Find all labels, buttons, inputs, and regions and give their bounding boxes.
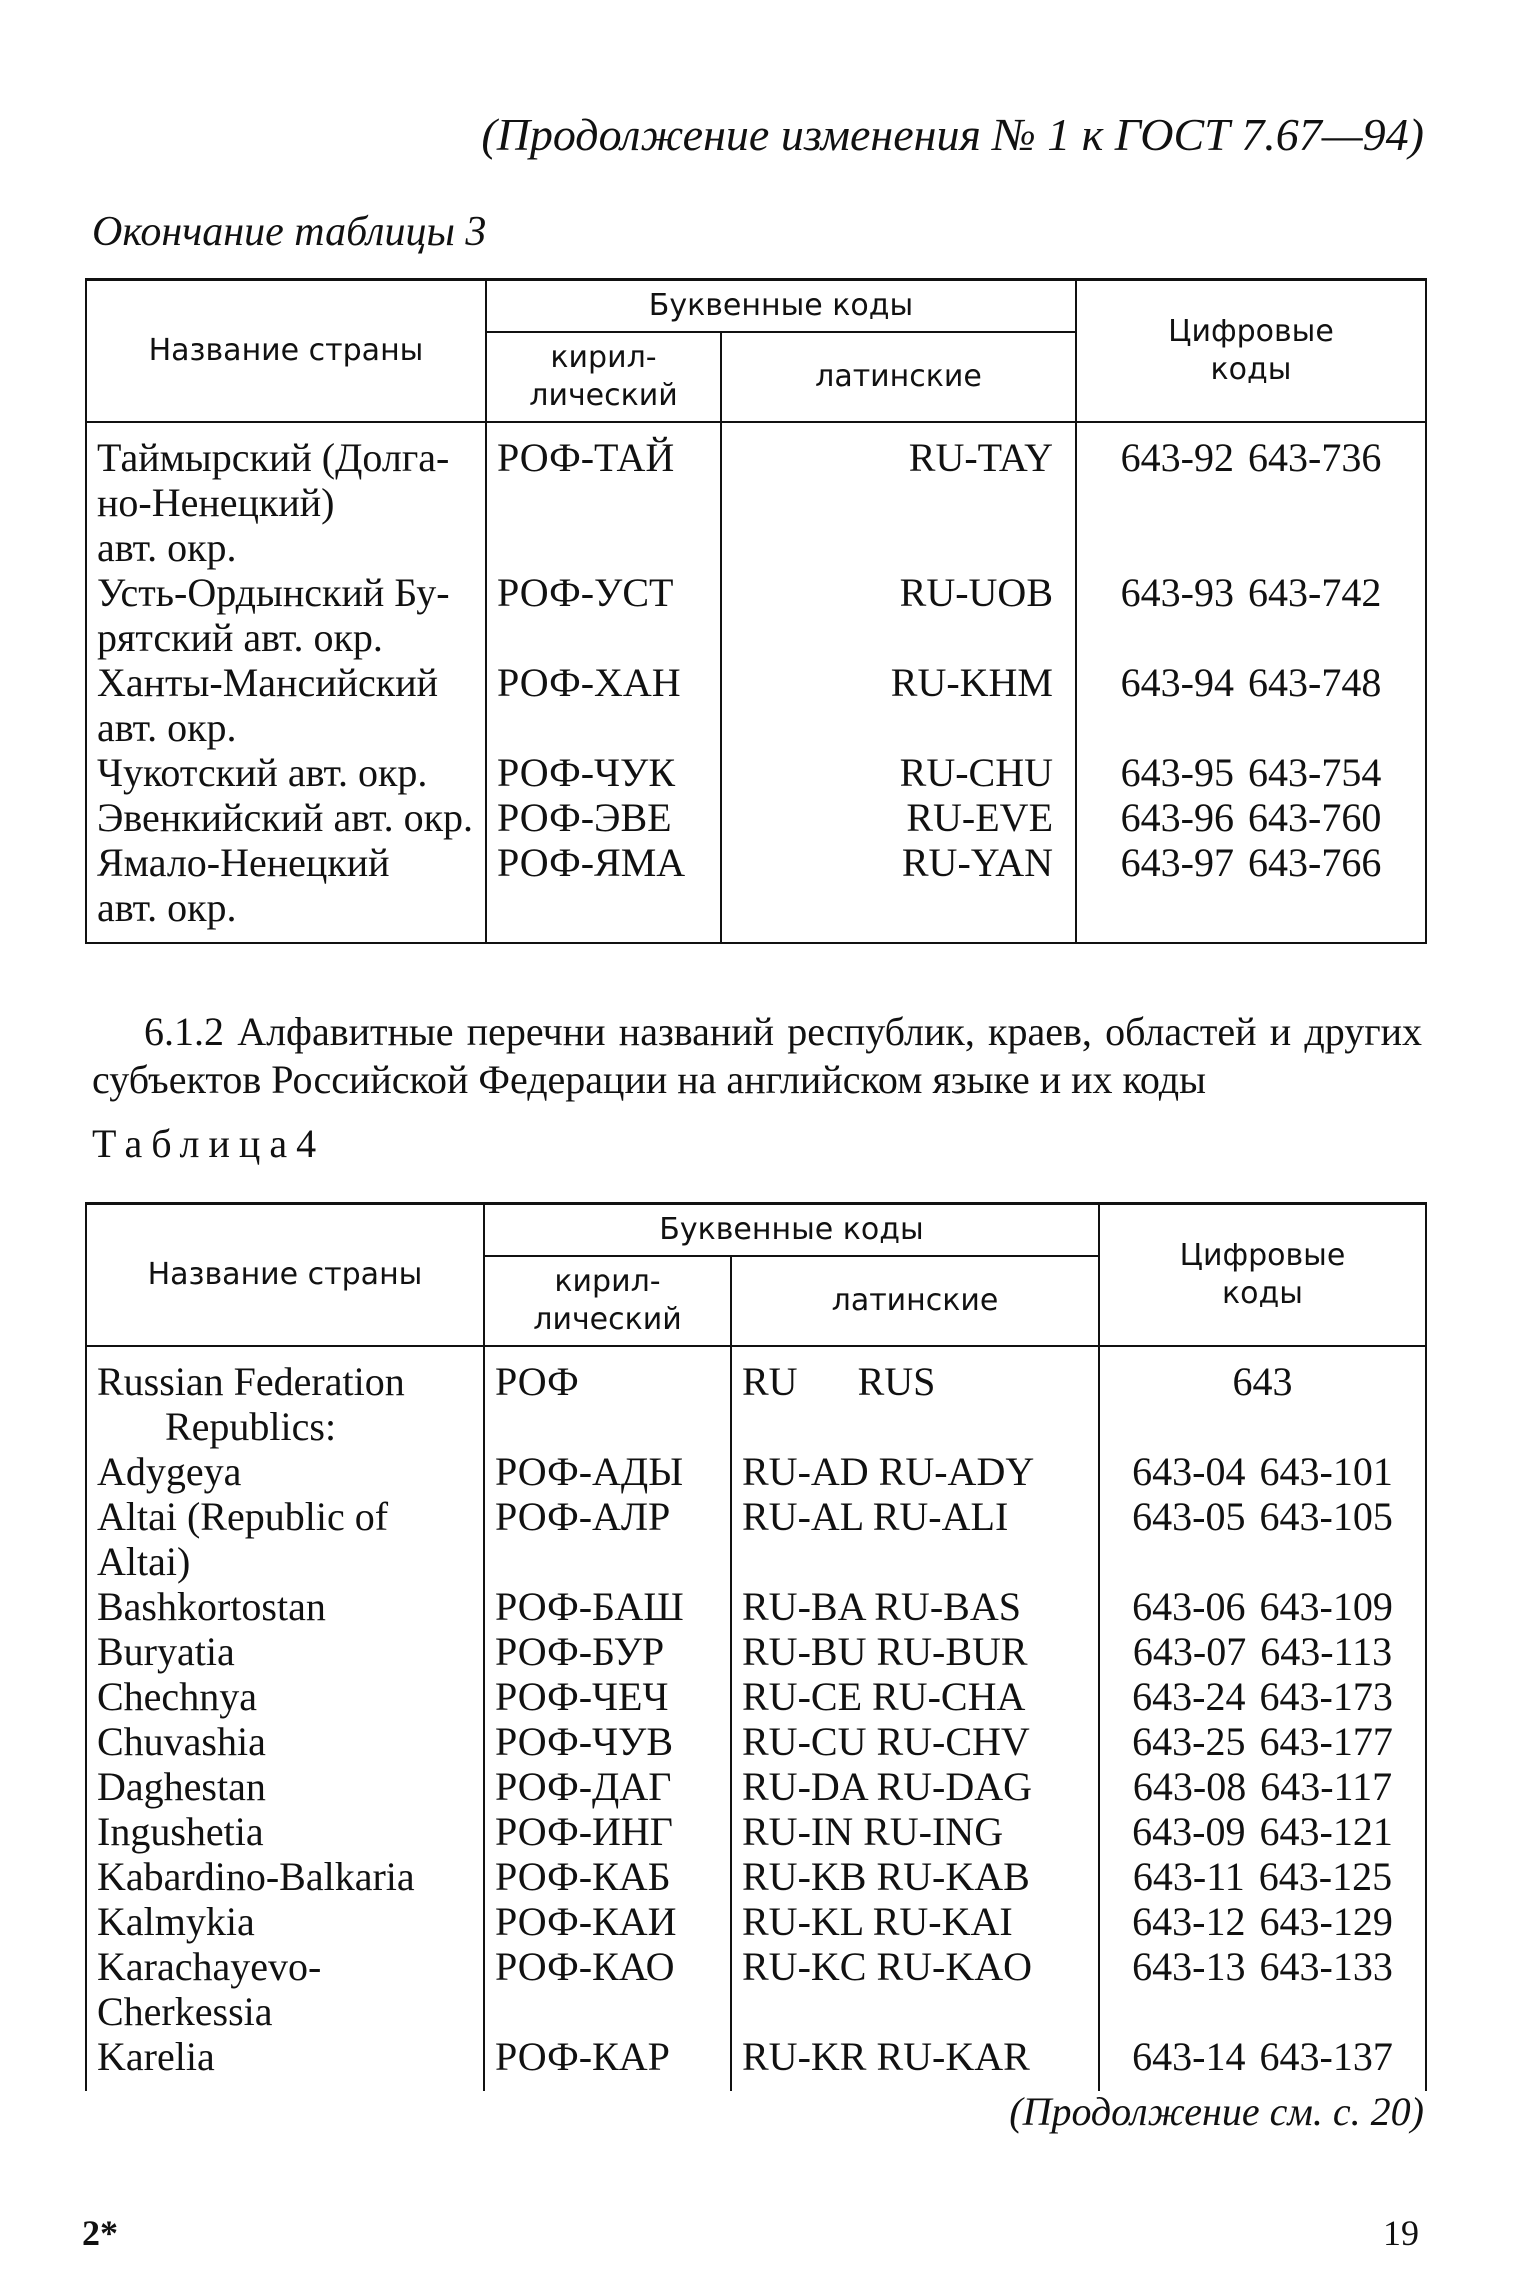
cell-name bbox=[86, 1899, 484, 1944]
cell-name bbox=[86, 2034, 484, 2091]
latin-code-2: RU-BA bbox=[742, 1584, 865, 1629]
table-row bbox=[86, 1809, 1426, 1854]
cell-name bbox=[86, 1764, 484, 1809]
digital-code-2: 643-97 bbox=[1120, 840, 1234, 885]
digital-code-2: 643-25 bbox=[1132, 1719, 1246, 1764]
cell-name bbox=[86, 1809, 484, 1854]
digital-code-2: 643-05 bbox=[1132, 1494, 1246, 1539]
latin-code-2: RU-CU bbox=[742, 1719, 867, 1764]
name-line: Cherkessia bbox=[97, 1989, 273, 2034]
name-line: Bashkortostan bbox=[97, 1584, 326, 1629]
cell-digital bbox=[1076, 795, 1426, 840]
latin-code-2: RU bbox=[742, 1359, 798, 1404]
table-row bbox=[86, 1854, 1426, 1899]
table-row bbox=[86, 2034, 1426, 2091]
table-row bbox=[86, 1494, 1426, 1584]
name-line: Таймырский (Долга- bbox=[97, 435, 450, 480]
latin-code-3: RUS bbox=[857, 1359, 936, 1404]
digital-code-3: 643-766 bbox=[1248, 840, 1382, 885]
cell-digital bbox=[1099, 1764, 1426, 1809]
table-row bbox=[86, 1674, 1426, 1719]
header-latin: латинские bbox=[721, 332, 1076, 422]
latin-code-2: RU-KL bbox=[742, 1899, 863, 1944]
digital-code-3: 643-133 bbox=[1259, 1944, 1393, 1989]
name-line: Ханты-Мансийский bbox=[97, 660, 439, 705]
digital-code-3: 643-129 bbox=[1259, 1899, 1393, 1944]
cell-cyrillic: РОФ-ЯМА bbox=[486, 840, 721, 943]
cell-cyrillic: РОФ-ЧУВ bbox=[484, 1719, 731, 1764]
header-cyrillic-line2: лический bbox=[529, 378, 678, 413]
latin-code-2: RU-KC bbox=[742, 1944, 867, 1989]
table-row bbox=[86, 840, 1426, 943]
digital-code-3: 643-748 bbox=[1248, 660, 1382, 705]
header-digital-line2: коды bbox=[1210, 352, 1292, 387]
cell-cyrillic: РОФ-ТАЙ bbox=[486, 422, 721, 570]
header-digital-line1: Цифровые bbox=[1168, 314, 1334, 349]
digital-code-2: 643-92 bbox=[1120, 435, 1234, 480]
latin-code-2: RU-KB bbox=[742, 1854, 867, 1899]
latin-code-2: RU-BU bbox=[742, 1629, 867, 1674]
cell-cyrillic: РОФ-БАШ bbox=[484, 1584, 731, 1629]
cell-digital bbox=[1099, 1809, 1426, 1854]
table4-body bbox=[86, 1346, 1426, 2091]
cell-digital bbox=[1099, 1719, 1426, 1764]
cell-name bbox=[86, 795, 486, 840]
latin-code-2: RU-AL bbox=[742, 1494, 863, 1539]
cell-name bbox=[86, 1449, 484, 1494]
digital-code-2: 643-12 bbox=[1132, 1899, 1246, 1944]
cell-latin bbox=[731, 1719, 1099, 1764]
cell-latin bbox=[731, 1346, 1099, 1449]
cell-latin bbox=[731, 1899, 1099, 1944]
cell-cyrillic: РОФ-АДЫ bbox=[484, 1449, 731, 1494]
digital-code-3: 643-109 bbox=[1259, 1584, 1393, 1629]
cell-cyrillic: РОФ-КАР bbox=[484, 2034, 731, 2091]
cell-cyrillic: РОФ-ДАГ bbox=[484, 1764, 731, 1809]
digital-code-2: 643-94 bbox=[1120, 660, 1234, 705]
name-line: Buryatia bbox=[97, 1629, 235, 1674]
cell-digital: 643 bbox=[1099, 1346, 1426, 1449]
cell-cyrillic: РОФ-АЛР bbox=[484, 1494, 731, 1584]
latin-code-3: RU-KAB bbox=[876, 1854, 1030, 1899]
header-country-name: Название страны bbox=[86, 1204, 484, 1347]
digital-code-2: 643-09 bbox=[1132, 1809, 1246, 1854]
cell-name bbox=[86, 1629, 484, 1674]
table-row bbox=[86, 1899, 1426, 1944]
table-row bbox=[86, 1449, 1426, 1494]
table-row bbox=[86, 1944, 1426, 2034]
table3-body bbox=[86, 422, 1426, 943]
header-cyrillic-line1: кирил- bbox=[550, 340, 657, 375]
latin-code-3: RU-BAS bbox=[874, 1584, 1021, 1629]
latin-code-3: RU-ING bbox=[863, 1809, 1004, 1854]
table-row bbox=[86, 750, 1426, 795]
cell-latin: RU-CHU bbox=[721, 750, 1076, 795]
cell-digital bbox=[1099, 1584, 1426, 1629]
cell-name bbox=[86, 1719, 484, 1764]
digital-code-2: 643-96 bbox=[1120, 795, 1234, 840]
cell-latin bbox=[731, 1629, 1099, 1674]
latin-code-3: RU-KAR bbox=[876, 2034, 1030, 2079]
latin-code-2: RU-IN bbox=[742, 1809, 854, 1854]
cell-cyrillic: РОФ-ИНГ bbox=[484, 1809, 731, 1854]
digital-code-3: 643-113 bbox=[1260, 1629, 1393, 1674]
digital-code-3: 643-101 bbox=[1259, 1449, 1393, 1494]
name-line: Ingushetia bbox=[97, 1809, 264, 1854]
digital-code-3: 643-742 bbox=[1248, 570, 1382, 615]
table-row bbox=[86, 422, 1426, 570]
table-row bbox=[86, 795, 1426, 840]
table4-caption: Таблица4 bbox=[92, 1121, 326, 1166]
cell-name bbox=[86, 570, 486, 660]
digital-code-2: 643-11 bbox=[1132, 1854, 1245, 1899]
latin-code-3: RU-CHA bbox=[872, 1674, 1026, 1719]
header-latin: латинские bbox=[731, 1256, 1099, 1346]
cell-name bbox=[86, 1346, 484, 1449]
digital-code-3: 643-754 bbox=[1248, 750, 1382, 795]
cell-digital bbox=[1099, 2034, 1426, 2091]
table3-caption: Окончание таблицы 3 bbox=[92, 209, 487, 255]
digital-code-2: 643-14 bbox=[1132, 2034, 1246, 2079]
name-line: Karachayevo- bbox=[97, 1944, 322, 1989]
header-cyrillic-line2: лический bbox=[533, 1302, 682, 1337]
name-line: Ямало-Ненецкий bbox=[97, 840, 390, 885]
header-cyrillic bbox=[484, 1256, 731, 1346]
cell-digital bbox=[1076, 422, 1426, 570]
cell-digital bbox=[1099, 1449, 1426, 1494]
digital-code-2: 643-95 bbox=[1120, 750, 1234, 795]
cell-latin bbox=[731, 1809, 1099, 1854]
cell-latin bbox=[731, 1674, 1099, 1719]
cell-digital bbox=[1076, 660, 1426, 750]
name-line: Усть-Ордынский Бу- bbox=[97, 570, 450, 615]
page-number: 19 bbox=[1383, 2213, 1419, 2253]
latin-code-2: RU-AD bbox=[742, 1449, 869, 1494]
cell-digital bbox=[1099, 1674, 1426, 1719]
cell-cyrillic: РОФ-ЧЕЧ bbox=[484, 1674, 731, 1719]
name-line: Чукотский авт. окр. bbox=[97, 750, 428, 795]
cell-latin bbox=[731, 1944, 1099, 2034]
latin-code-3: RU-CHV bbox=[876, 1719, 1030, 1764]
cell-latin bbox=[731, 1764, 1099, 1809]
cell-digital bbox=[1076, 570, 1426, 660]
cell-name bbox=[86, 660, 486, 750]
header-cyrillic bbox=[486, 332, 721, 422]
cell-latin bbox=[731, 1449, 1099, 1494]
cell-name bbox=[86, 1584, 484, 1629]
name-line: рятский авт. окр. bbox=[97, 615, 383, 660]
table-row bbox=[86, 660, 1426, 750]
name-line: Chuvashia bbox=[97, 1719, 266, 1764]
republics-label: Republics: bbox=[165, 1404, 337, 1449]
latin-code-3: RU-KAO bbox=[876, 1944, 1032, 1989]
latin-code-2: RU-DA bbox=[742, 1764, 867, 1809]
digital-code-2: 643-06 bbox=[1132, 1584, 1246, 1629]
digital-code-3: 643-125 bbox=[1258, 1854, 1393, 1899]
cell-name bbox=[86, 750, 486, 795]
cell-name bbox=[86, 1494, 484, 1584]
table-row bbox=[86, 570, 1426, 660]
name-line: авт. окр. bbox=[97, 705, 237, 750]
running-head: (Продолжение изменения № 1 к ГОСТ 7.67—94) bbox=[481, 109, 1424, 160]
cell-cyrillic: РОФ-УСТ bbox=[486, 570, 721, 660]
header-digital-line2: коды bbox=[1222, 1276, 1303, 1311]
digital-code-2: 643-24 bbox=[1132, 1674, 1246, 1719]
digital-code-3: 643-117 bbox=[1260, 1764, 1393, 1809]
digital-code-3: 643-177 bbox=[1259, 1719, 1393, 1764]
digital-code-3: 643-760 bbox=[1248, 795, 1382, 840]
cell-name bbox=[86, 422, 486, 570]
cell-cyrillic: РОФ bbox=[484, 1346, 731, 1449]
table-row bbox=[86, 1629, 1426, 1674]
latin-code-3: RU-KAI bbox=[872, 1899, 1013, 1944]
name-line: Kabardino-Balkaria bbox=[97, 1854, 415, 1899]
cell-latin: RU-YAN bbox=[721, 840, 1076, 943]
table-row bbox=[86, 1719, 1426, 1764]
paragraph-6-1-2: 6.1.2 Алфавитные перечни названий республик, краев, областей и других субъектов Российской Федерации на английском языке и их коды bbox=[92, 1009, 1422, 1102]
cell-digital bbox=[1099, 1944, 1426, 2034]
table-4 bbox=[85, 1202, 1427, 2091]
header-digital-line1: Цифровые bbox=[1179, 1238, 1346, 1273]
continuation-note: (Продолжение см. с. 20) bbox=[1009, 2089, 1424, 2134]
header-letter-codes: Буквенные коды bbox=[484, 1204, 1099, 1257]
name-line: авт. окр. bbox=[97, 525, 237, 570]
cell-name bbox=[86, 1854, 484, 1899]
cell-digital bbox=[1099, 1494, 1426, 1584]
name-line: Daghestan bbox=[97, 1764, 266, 1809]
name-line: Kalmykia bbox=[97, 1899, 255, 1944]
latin-code-2: RU-CE bbox=[742, 1674, 862, 1719]
cell-cyrillic: РОФ-ХАН bbox=[486, 660, 721, 750]
cell-latin: RU-EVE bbox=[721, 795, 1076, 840]
name-line: но-Ненецкий) bbox=[97, 480, 335, 525]
header-country-name: Название страны bbox=[86, 280, 486, 423]
latin-code-3: RU-ALI bbox=[872, 1494, 1009, 1539]
cell-cyrillic: РОФ-КАО bbox=[484, 1944, 731, 2034]
name-line: Karelia bbox=[97, 2034, 215, 2079]
header-letter-codes: Буквенные коды bbox=[486, 280, 1076, 333]
digital-code-2: 643-07 bbox=[1132, 1629, 1247, 1674]
name-line: Russian Federation bbox=[97, 1359, 405, 1404]
cell-name bbox=[86, 1674, 484, 1719]
digital-code-2: 643-93 bbox=[1120, 570, 1234, 615]
header-digital-codes bbox=[1076, 280, 1426, 423]
table-3 bbox=[85, 278, 1427, 944]
name-line: Altai (Republic of Altai) bbox=[97, 1494, 389, 1584]
cell-latin bbox=[731, 1854, 1099, 1899]
cell-latin: RU-TAY bbox=[721, 422, 1076, 570]
latin-code-3: RU-DAG bbox=[876, 1764, 1032, 1809]
cell-cyrillic: РОФ-ЭВЕ bbox=[486, 795, 721, 840]
cell-latin bbox=[731, 1584, 1099, 1629]
table-row bbox=[86, 1346, 1426, 1449]
digital-code-3: 643-137 bbox=[1259, 2034, 1393, 2079]
cell-digital bbox=[1076, 840, 1426, 943]
header-cyrillic-line1: кирил- bbox=[554, 1264, 661, 1299]
cell-digital bbox=[1099, 1899, 1426, 1944]
cell-latin: RU-UOB bbox=[721, 570, 1076, 660]
name-line: Chechnya bbox=[97, 1674, 257, 1719]
name-line: авт. окр. bbox=[97, 885, 237, 930]
cell-cyrillic: РОФ-КАИ bbox=[484, 1899, 731, 1944]
cell-cyrillic: РОФ-ЧУК bbox=[486, 750, 721, 795]
digital-code-3: 643-173 bbox=[1259, 1674, 1393, 1719]
table-row bbox=[86, 1584, 1426, 1629]
digital-code-2: 643-08 bbox=[1132, 1764, 1247, 1809]
digital-code-2: 643-04 bbox=[1132, 1449, 1246, 1494]
cell-latin bbox=[731, 1494, 1099, 1584]
cell-name bbox=[86, 1944, 484, 2034]
digital-code-3: 643-736 bbox=[1248, 435, 1382, 480]
sheet-mark: 2* bbox=[82, 2213, 118, 2253]
header-digital-codes bbox=[1099, 1204, 1426, 1347]
name-line: Adygeya bbox=[97, 1449, 242, 1494]
digital-code-3: 643-105 bbox=[1259, 1494, 1393, 1539]
cell-digital bbox=[1099, 1854, 1426, 1899]
table-row bbox=[86, 1764, 1426, 1809]
cell-latin bbox=[731, 2034, 1099, 2091]
name-line: Эвенкийский авт. окр. bbox=[97, 795, 474, 840]
cell-cyrillic: РОФ-КАБ bbox=[484, 1854, 731, 1899]
digital-code-2: 643-13 bbox=[1132, 1944, 1246, 1989]
cell-name bbox=[86, 840, 486, 943]
cell-latin: RU-KHM bbox=[721, 660, 1076, 750]
cell-digital bbox=[1099, 1629, 1426, 1674]
cell-cyrillic: РОФ-БУР bbox=[484, 1629, 731, 1674]
cell-digital bbox=[1076, 750, 1426, 795]
digital-code-3: 643-121 bbox=[1259, 1809, 1393, 1854]
latin-code-3: RU-BUR bbox=[876, 1629, 1028, 1674]
latin-code-3: RU-ADY bbox=[878, 1449, 1035, 1494]
latin-code-2: RU-KR bbox=[742, 2034, 867, 2079]
